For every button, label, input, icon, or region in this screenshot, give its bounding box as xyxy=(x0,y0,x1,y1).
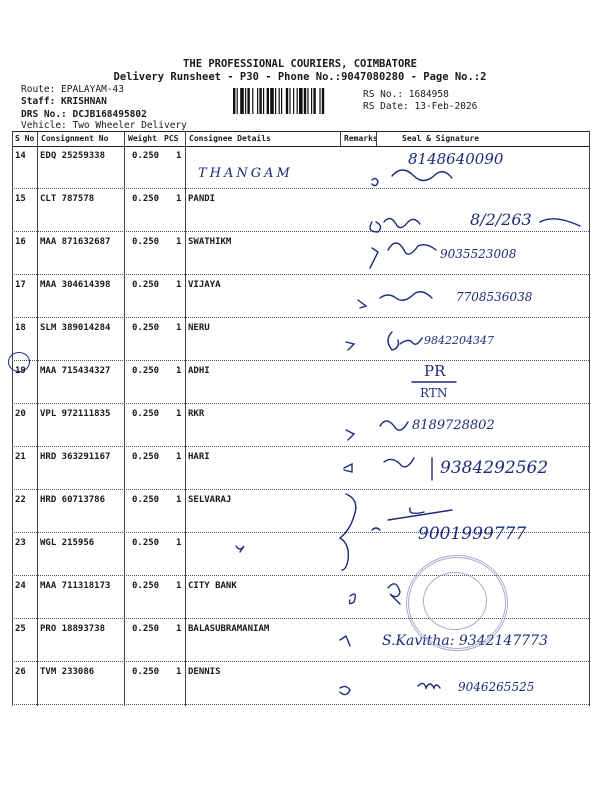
row-consignee: BALASUBRAMANIAM xyxy=(188,624,270,634)
row-weight: 0.250 xyxy=(132,151,160,161)
row-consignee: PANDI xyxy=(188,194,216,204)
row-consignment: PRO 18893738 xyxy=(40,624,106,634)
row-consignment: WGL 215956 xyxy=(40,538,95,548)
row-sno: 14 xyxy=(15,151,26,161)
row-sno: 19 xyxy=(15,366,26,376)
row-pcs: 1 xyxy=(176,667,182,677)
row-sno: 21 xyxy=(15,452,26,462)
row-consignment: MAA 304614398 xyxy=(40,280,111,290)
handwritten-signature: 8/2/263 xyxy=(470,210,532,229)
col-consignee: Consignee Details xyxy=(189,134,271,143)
row-consignee: SELVARAJ xyxy=(188,495,232,505)
handwritten-phone: 9384292562 xyxy=(440,458,549,478)
drs-number: DRS No.: DCJB168495802 xyxy=(21,109,147,120)
col-seal: Seal & Signature xyxy=(402,134,480,143)
col-weight: Weight xyxy=(128,134,157,143)
handwritten-note: PR xyxy=(424,362,446,380)
rs-number: RS No.: 1684958 xyxy=(363,89,449,100)
row-weight: 0.250 xyxy=(132,538,160,548)
row-weight: 0.250 xyxy=(132,366,160,376)
row-consignment: VPL 972111835 xyxy=(40,409,111,419)
row-consignment: EDQ 25259338 xyxy=(40,151,106,161)
row-pcs: 1 xyxy=(176,409,182,419)
handwritten-phone: 8189728802 xyxy=(412,418,495,433)
handwritten-phone: 9035523008 xyxy=(440,247,517,261)
company-seal-stamp xyxy=(406,555,508,651)
row-pcs: 1 xyxy=(176,538,182,548)
row-weight: 0.250 xyxy=(132,624,160,634)
row-weight: 0.250 xyxy=(132,194,160,204)
row-sno: 24 xyxy=(15,581,26,591)
row-sno: 16 xyxy=(15,237,26,247)
row-weight: 0.250 xyxy=(132,323,160,333)
row-pcs: 1 xyxy=(176,194,182,204)
row-pcs: 1 xyxy=(176,237,182,247)
col-sno: S No xyxy=(15,134,35,143)
runsheet-title: Delivery Runsheet - P30 - Phone No.:9047080280 - Page No.:2 xyxy=(113,71,487,83)
row-consignee: CITY BANK xyxy=(188,581,237,591)
row-consignee: NERU xyxy=(188,323,210,333)
row-consignment: SLM 389014284 xyxy=(40,323,111,333)
row-consignee: DENNIS xyxy=(188,667,221,677)
vehicle-label: Vehicle: Two Wheeler Delivery xyxy=(21,120,187,131)
company-name: THE PROFESSIONAL COURIERS, COIMBATORE xyxy=(183,58,417,70)
row-sno: 23 xyxy=(15,538,26,548)
row-consignment: MAA 711318173 xyxy=(40,581,111,591)
row-consignee: HARI xyxy=(188,452,210,462)
row-pcs: 1 xyxy=(176,366,182,376)
row-pcs: 1 xyxy=(176,280,182,290)
row-consignee: SWATHIKM xyxy=(188,237,232,247)
handwritten-signature: S.Kavitha: 9342147773 xyxy=(382,633,548,649)
handwritten-phone: 8148640090 xyxy=(408,150,504,168)
row-weight: 0.250 xyxy=(132,495,160,505)
row-consignment: HRD 363291167 xyxy=(40,452,111,462)
row-pcs: 1 xyxy=(176,452,182,462)
handwritten-phone: 7708536038 xyxy=(456,290,533,304)
row-consignment: TVM 233086 xyxy=(40,667,95,677)
handwritten-phone: 9842204347 xyxy=(424,334,494,347)
route-label: Route: EPALAYAM-43 xyxy=(21,84,124,95)
row-weight: 0.250 xyxy=(132,409,160,419)
row-pcs: 1 xyxy=(176,624,182,634)
row-consignee: ADHI xyxy=(188,366,210,376)
handwritten-note: RTN xyxy=(420,386,448,400)
handwritten-name: THANGAM xyxy=(198,166,293,181)
row-weight: 0.250 xyxy=(132,237,160,247)
row-weight: 0.250 xyxy=(132,667,160,677)
col-remarks: Remarks xyxy=(344,134,378,143)
row-sno: 15 xyxy=(15,194,26,204)
row-consignee: RKR xyxy=(188,409,205,419)
row-consignment: MAA 871632687 xyxy=(40,237,111,247)
row-weight: 0.250 xyxy=(132,280,160,290)
row-pcs: 1 xyxy=(176,151,182,161)
handwritten-phone: 9046265525 xyxy=(458,680,535,694)
row-pcs: 1 xyxy=(176,581,182,591)
row-sno: 26 xyxy=(15,667,26,677)
row-sno: 25 xyxy=(15,624,26,634)
row-sno: 20 xyxy=(15,409,26,419)
row-consignment: HRD 60713786 xyxy=(40,495,106,505)
row-consignment: CLT 787578 xyxy=(40,194,95,204)
row-sno: 17 xyxy=(15,280,26,290)
row-pcs: 1 xyxy=(176,495,182,505)
row-sno: 18 xyxy=(15,323,26,333)
row-sno: 22 xyxy=(15,495,26,505)
row-weight: 0.250 xyxy=(132,452,160,462)
staff-label: Staff: KRISHNAN xyxy=(21,96,107,107)
row-pcs: 1 xyxy=(176,323,182,333)
seal-inner-ring xyxy=(423,572,487,630)
handwritten-phone: 9001999777 xyxy=(418,524,527,544)
rs-date: RS Date: 13-Feb-2026 xyxy=(363,101,478,112)
col-consignment: Consignment No xyxy=(41,134,109,143)
row-consignment: MAA 715434327 xyxy=(40,366,111,376)
col-pcs: PCS xyxy=(164,134,179,143)
row-weight: 0.250 xyxy=(132,581,160,591)
row-consignee: VIJAYA xyxy=(188,280,221,290)
